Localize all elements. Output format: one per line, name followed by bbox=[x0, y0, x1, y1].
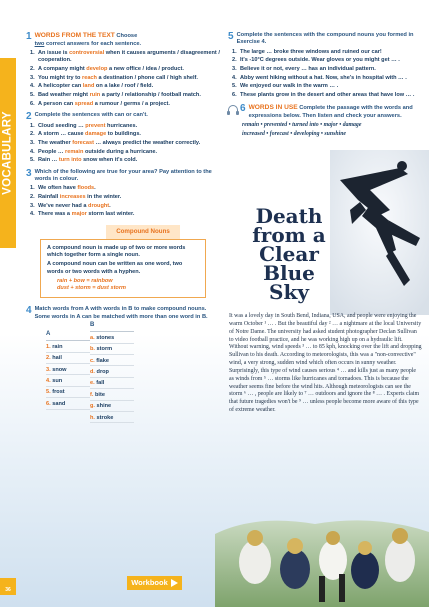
match-word: 5. frost bbox=[46, 389, 90, 398]
exercise-number: 5 bbox=[228, 31, 234, 42]
highlighted-word: develop bbox=[86, 65, 108, 72]
highlighted-word: drought bbox=[88, 202, 110, 209]
item-text: when it causes arguments / disagreement / cooperation. bbox=[38, 49, 220, 64]
item-text: Cloud seeding … bbox=[38, 122, 86, 129]
exercise-number: 3 bbox=[26, 167, 32, 179]
exercise-6-instructions: WORDS IN USE Complete the passage with the words and expressions below. Then listen and check your answers. bbox=[248, 104, 413, 119]
item-text: snow when it's cold. bbox=[81, 157, 138, 164]
item-text: a destination / phone call / high shelf. bbox=[96, 74, 198, 81]
item-number: 4. bbox=[232, 74, 237, 81]
match-word: 6. sand bbox=[46, 401, 90, 410]
list-item bbox=[232, 92, 424, 99]
article-title-line: Clear bbox=[259, 242, 319, 266]
exercise-4-instructions: Match words from A with words in B to make compound nouns. Some words in A can be matched with more than one word in B. bbox=[34, 306, 208, 320]
exercise-1 bbox=[26, 32, 222, 108]
item-text: a rumour / germs / a project. bbox=[93, 100, 170, 107]
match-word: 1. rain bbox=[46, 344, 90, 353]
list-item bbox=[232, 66, 424, 73]
exercise-3-instructions: Which of the following are true for your area? Pay attention to the words in colour. bbox=[34, 168, 212, 183]
match-word: a. stones bbox=[90, 335, 134, 344]
exercise-number: 2 bbox=[26, 110, 32, 122]
highlighted-word: reach bbox=[82, 74, 97, 81]
item-text: in the winter. bbox=[85, 194, 122, 201]
right-column bbox=[228, 32, 424, 142]
article-body: It was a lovely day in South Bend, Indiana, USA, and people were enjoying the warm October ¹ … . But the beautiful day ² … a nightmare at the local University of Notre Dame. The university had asked student photographer Declan Sullivan to video football practice, and he was working high up on a hydraulic lift. Without warning, wind speeds ³ … to 85 kph, knocking over the lift and dropping Sullivan to his death. According to meteorologists, this was a "non-convective" wind, a very strong, sudden wind which often occurs in sunny weather. Surprisingly, this type of wind causes serious ⁴ … and kills just as many people as winds from ⁵ … storms like hurricanes and tornadoes. This is because the weather seems fine before the wind hits. Although meteorologists can see the storm ⁶ … , people are likely to ⁷ … outdoors and ignore the ⁸ … . Experts claim that future tragedies won't be ⁹ … unless people become more aware of this type of extreme weather. bbox=[229, 313, 422, 414]
match-word: 2. hail bbox=[46, 355, 90, 364]
article-title-line: Blue bbox=[263, 261, 315, 285]
list-item bbox=[232, 83, 424, 90]
exercise-1-list bbox=[26, 50, 222, 108]
item-text: Believe it or not, every … has an individual pattern. bbox=[240, 66, 376, 73]
item-text: We often have bbox=[38, 185, 78, 192]
list-item bbox=[30, 211, 222, 218]
headphones-icon[interactable] bbox=[228, 105, 238, 113]
article-title-line: Sky bbox=[269, 280, 309, 304]
match-word: 3. snow bbox=[46, 367, 90, 376]
item-number: 3. bbox=[30, 140, 35, 147]
item-text: A person can bbox=[38, 100, 75, 107]
vocabulary-tab-label: VOCABULARY bbox=[1, 111, 14, 195]
item-text: You might try to bbox=[38, 74, 83, 81]
item-text: The large … broke three windows and ruined our car! bbox=[240, 48, 382, 55]
football-players-photo bbox=[215, 514, 429, 607]
word-bank-line-2: increased • forecast • developing • sunshine bbox=[242, 130, 346, 137]
compound-example-1: rain + bow = rainbow bbox=[57, 277, 113, 284]
vocabulary-side-tab bbox=[0, 58, 16, 248]
item-text: storm last winter. bbox=[86, 211, 135, 218]
item-text: … always predict the weather correctly. bbox=[93, 140, 201, 147]
arrow-right-icon bbox=[171, 579, 178, 587]
exercise-number: 1 bbox=[26, 31, 32, 42]
item-number: 1. bbox=[30, 49, 35, 56]
exercise-number: 4 bbox=[26, 305, 32, 317]
item-text: a new office / idea / product. bbox=[107, 65, 184, 72]
item-text: a party / relationship / football match. bbox=[100, 91, 201, 98]
highlighted-word: forecast bbox=[72, 140, 94, 147]
highlighted-word: controversial bbox=[69, 49, 105, 56]
left-column bbox=[26, 32, 222, 430]
highlighted-word: increases bbox=[59, 194, 86, 201]
exercise-5 bbox=[228, 32, 424, 99]
list-item bbox=[30, 194, 222, 201]
exercise-3 bbox=[26, 169, 222, 219]
item-number: 1. bbox=[30, 122, 35, 129]
highlighted-word: prevent bbox=[85, 122, 106, 129]
list-item bbox=[30, 131, 222, 138]
highlighted-word: floods bbox=[77, 185, 95, 192]
item-text: We've never had a bbox=[38, 202, 89, 209]
list-item bbox=[30, 140, 222, 147]
compound-rule-2: A compound noun can be written as one word, two words or two words with a hyphen. bbox=[47, 261, 183, 275]
item-number: 2. bbox=[30, 65, 35, 72]
item-text: . bbox=[94, 185, 96, 192]
word-bank-line-1: remain • prevented • turned into • major • damage bbox=[242, 122, 362, 129]
item-text: An issue is bbox=[38, 49, 70, 56]
item-text: Rainfall bbox=[38, 194, 60, 201]
match-word: e. fall bbox=[90, 380, 134, 389]
item-number: 4. bbox=[30, 83, 35, 90]
item-number: 1. bbox=[232, 48, 237, 55]
exercise-4 bbox=[26, 306, 222, 425]
item-text: hurricanes. bbox=[105, 122, 138, 129]
column-b-header: B bbox=[90, 322, 134, 332]
list-item bbox=[30, 65, 222, 73]
item-text: We enjoyed our walk in the warm … . bbox=[240, 83, 339, 90]
article-title-line: Death bbox=[255, 204, 323, 228]
item-text: Abby went hiking without a hat. Now, she's in hospital with … . bbox=[240, 74, 407, 81]
page-number: 36 bbox=[0, 578, 16, 595]
item-number: 3. bbox=[232, 66, 237, 73]
item-number: 2. bbox=[30, 194, 35, 201]
item-text: A helicopter can bbox=[38, 83, 83, 90]
match-word: c. flake bbox=[90, 358, 134, 367]
column-a bbox=[46, 331, 90, 426]
item-number: 4. bbox=[30, 148, 35, 155]
item-number: 5. bbox=[30, 91, 35, 98]
highlighted-word: ruin bbox=[89, 91, 101, 98]
exercise-5-list bbox=[228, 49, 424, 100]
compound-example-2: dust + storm = dust storm bbox=[57, 285, 127, 292]
exercise-2-instructions: Complete the sentences with can or can't. bbox=[34, 111, 148, 118]
list-item bbox=[30, 49, 222, 65]
item-text: A company might bbox=[38, 65, 87, 72]
item-number: 3. bbox=[30, 74, 35, 81]
article-title bbox=[229, 204, 349, 304]
item-text: A storm … cause bbox=[38, 131, 86, 138]
item-text: There was a bbox=[38, 211, 72, 218]
exercise-3-list bbox=[26, 185, 222, 218]
exercise-1-instructions: WORDS FROM THE TEXT Choose two correct answers for each sentence. bbox=[34, 32, 142, 47]
list-item bbox=[30, 83, 222, 90]
list-item bbox=[30, 74, 222, 82]
workbook-label: Workbook bbox=[131, 578, 168, 588]
compound-nouns-box bbox=[40, 239, 206, 299]
item-number: 6. bbox=[30, 100, 35, 107]
exercise-5-instructions: Complete the sentences with the compound nouns you formed in Exercise 4. bbox=[236, 32, 414, 46]
column-b bbox=[90, 322, 134, 426]
exercise-6 bbox=[228, 104, 424, 138]
list-item bbox=[30, 185, 222, 192]
column-a-header: A bbox=[46, 331, 90, 341]
compound-nouns-label: Compound Nouns bbox=[106, 225, 180, 239]
item-number: 1. bbox=[30, 185, 35, 192]
match-word: g. shine bbox=[90, 403, 134, 412]
list-item bbox=[232, 74, 424, 82]
matching-table bbox=[46, 322, 222, 426]
list-item bbox=[30, 122, 222, 130]
highlighted-word: spread bbox=[74, 100, 94, 107]
item-number: 5. bbox=[30, 157, 35, 164]
item-number: 6. bbox=[232, 92, 237, 99]
item-text: outside during a hurricane. bbox=[83, 148, 158, 155]
list-item bbox=[30, 157, 222, 164]
item-text: It's -10°C degrees outside. Wear gloves or you might get … . bbox=[240, 57, 400, 64]
exercise-number: 6 bbox=[240, 103, 246, 115]
item-text: . bbox=[109, 202, 111, 209]
list-item bbox=[30, 100, 222, 108]
compound-rule-1: A compound noun is made up of two or more words which together form a single noun. bbox=[47, 244, 186, 259]
match-word: d. drop bbox=[90, 369, 134, 378]
exercise-2 bbox=[26, 112, 222, 165]
list-item bbox=[232, 48, 424, 56]
item-text: on a lake / roof / field. bbox=[94, 83, 154, 90]
highlighted-word: land bbox=[82, 83, 95, 90]
article-title-line: from a bbox=[252, 223, 326, 247]
workbook-button[interactable] bbox=[127, 576, 182, 590]
item-text: People … bbox=[38, 148, 66, 155]
item-number: 2. bbox=[232, 57, 237, 64]
highlighted-word: major bbox=[71, 211, 87, 218]
item-number: 2. bbox=[30, 131, 35, 138]
exercise-2-list bbox=[26, 123, 222, 165]
item-text: to buildings. bbox=[106, 131, 141, 138]
list-item bbox=[30, 91, 222, 99]
list-item bbox=[30, 148, 222, 156]
highlighted-word: damage bbox=[85, 131, 107, 138]
match-word: b. storm bbox=[90, 346, 134, 355]
item-text: These plants grow in the desert and other areas that have low … . bbox=[240, 92, 415, 99]
item-text: Rain … bbox=[38, 157, 59, 164]
match-word: f. bite bbox=[90, 392, 134, 401]
item-number: 5. bbox=[232, 83, 237, 90]
item-text: The weather bbox=[38, 140, 73, 147]
item-text: Bad weather might bbox=[38, 91, 90, 98]
highlighted-word: turn into bbox=[58, 157, 82, 164]
highlighted-word: remain bbox=[65, 148, 84, 155]
item-number: 4. bbox=[30, 211, 35, 218]
list-item bbox=[232, 57, 424, 64]
list-item bbox=[30, 202, 222, 210]
match-word: h. stroke bbox=[90, 415, 134, 424]
match-word: 4. sun bbox=[46, 378, 90, 387]
item-number: 3. bbox=[30, 202, 35, 209]
